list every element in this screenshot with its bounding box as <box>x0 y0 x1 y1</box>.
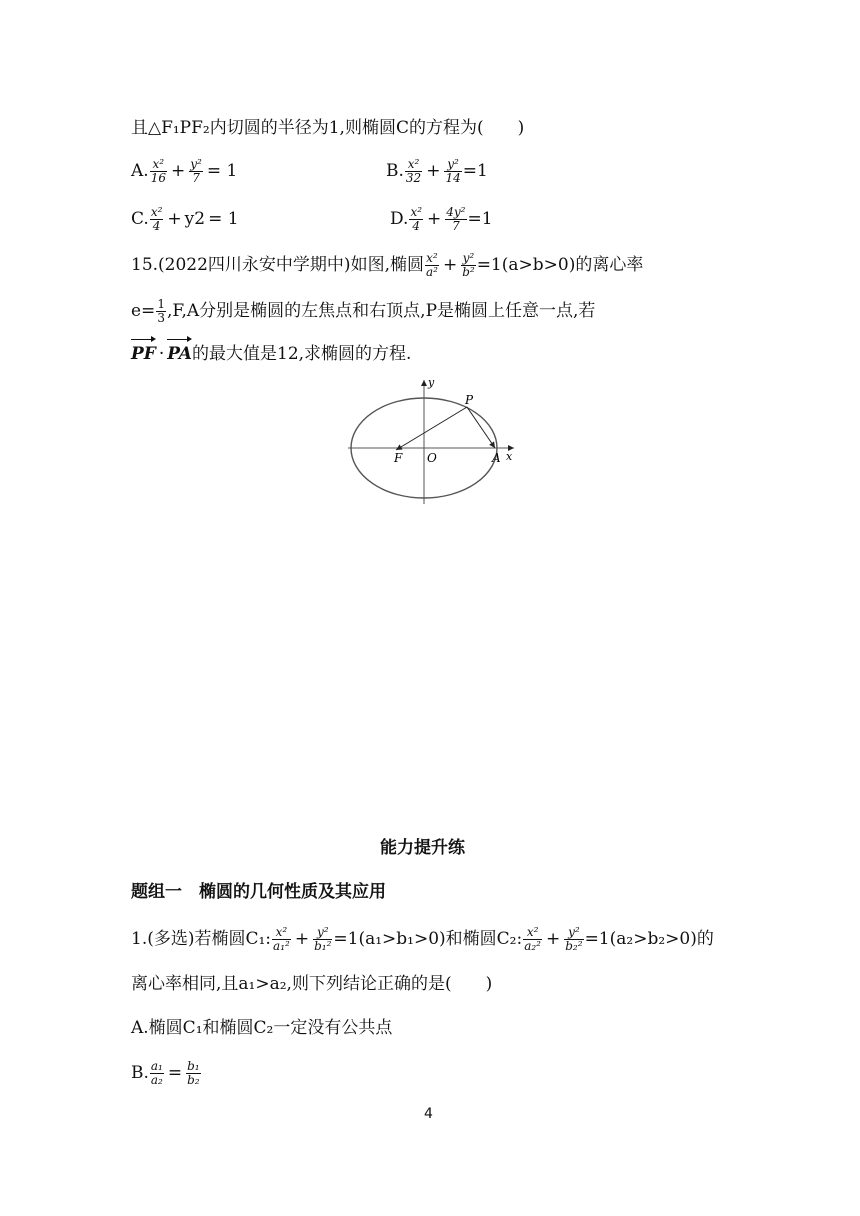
q14-option-d: D. $\frac{\text{x²}}{4}$ + $\frac{\text{4y²}}{7}$ =1 <box>390 205 493 233</box>
ellipse-figure <box>338 372 538 512</box>
fraction: $\frac{\text{x²}}{4}$ <box>410 205 423 233</box>
vector-pa: PA <box>167 344 193 364</box>
q1-line1: 1.(多选)若椭圆C₁: $\frac{\text{x²}}{\text{a₁²}}$ + $\frac{\text{y²}}{\text{b₁²}}$ =1(a₁>b₁>0)和椭圆C₂: $\frac{\text{x²}}{\text{a₂²}}$ + $\frac{\text{y²}}{\text{b₂²}}$ =1(a₂>b₂>0)的 <box>131 925 714 953</box>
label-x: x <box>506 450 513 463</box>
group-title: 题组一 椭圆的几何性质及其应用 <box>131 882 386 902</box>
fraction: $\frac{\text{x²}}{\text{a₂²}}$ <box>524 925 541 953</box>
fraction: $\frac{1}{3}$ <box>157 297 165 325</box>
q15-line3: PF · PA的最大值是12,求椭圆的方程. <box>131 344 412 364</box>
fraction: $\frac{\text{x²}}{\text{a²}}$ <box>425 251 438 279</box>
q1-option-b: B. $\frac{\text{a₁}}{\text{a₂}}$ = $\frac{\text{b₁}}{\text{b₂}}$ <box>131 1059 200 1087</box>
q14-stem: 且△F₁PF₂内切圆的半径为1,则椭圆C的方程为( ) <box>131 118 525 138</box>
q14-option-a: A. $\frac{\text{x²}}{16}$ + $\frac{\text{y²}}{7}$ = 1 <box>131 157 238 185</box>
fraction: $\frac{\text{y²}}{14}$ <box>445 157 461 185</box>
q15-line1: 15.(2022四川永安中学期中)如图,椭圆 $\frac{\text{x²}}{\text{a²}}$ + $\frac{\text{y²}}{\text{b²}}$ =1(a>b>0)的离心率 <box>131 251 644 279</box>
fraction: $\frac{\text{x²}}{32}$ <box>405 157 422 185</box>
fraction: $\frac{\text{x²}}{4}$ <box>150 205 163 233</box>
q14-option-c: C. $\frac{\text{x²}}{4}$ + y2 = 1 <box>131 205 239 233</box>
fraction: $\frac{\text{x²}}{16}$ <box>150 157 166 185</box>
fraction: $\frac{\text{y²}}{\text{b₂²}}$ <box>565 925 583 953</box>
label-a: A <box>492 451 501 465</box>
label-p: P <box>465 393 474 407</box>
fraction: $\frac{\text{4y²}}{7}$ <box>446 205 466 233</box>
q14-option-b: B. $\frac{\text{x²}}{32}$ + $\frac{\text{y²}}{14}$ =1 <box>386 157 488 185</box>
fraction: $\frac{\text{a₁}}{\text{a₂}}$ <box>150 1059 163 1087</box>
fraction: $\frac{\text{y²}}{\text{b₁²}}$ <box>314 925 332 953</box>
q1-line2: 离心率相同,且a₁>a₂,则下列结论正确的是( ) <box>131 974 493 994</box>
q15-line2: e= $\frac{1}{3}$ ,F,A分别是椭圆的左焦点和右顶点,P是椭圆上任意一点,若 <box>131 297 596 325</box>
section-title: 能力提升练 <box>380 838 465 858</box>
label-f: F <box>394 451 403 465</box>
vector-pf-arrow <box>396 407 467 450</box>
page-number: 4 <box>424 1106 433 1122</box>
label-y: y <box>428 376 435 389</box>
q1-option-a: A.椭圆C₁和椭圆C₂一定没有公共点 <box>131 1018 393 1038</box>
vector-pf: PF <box>131 344 156 364</box>
fraction: $\frac{\text{y²}}{7}$ <box>190 157 202 185</box>
fraction: $\frac{\text{b₁}}{\text{b₂}}$ <box>187 1059 200 1087</box>
fraction: $\frac{\text{y²}}{\text{b²}}$ <box>462 251 475 279</box>
option-label: A. <box>131 161 149 181</box>
fraction: $\frac{\text{x²}}{\text{a₁²}}$ <box>273 925 290 953</box>
label-o: O <box>427 451 437 465</box>
